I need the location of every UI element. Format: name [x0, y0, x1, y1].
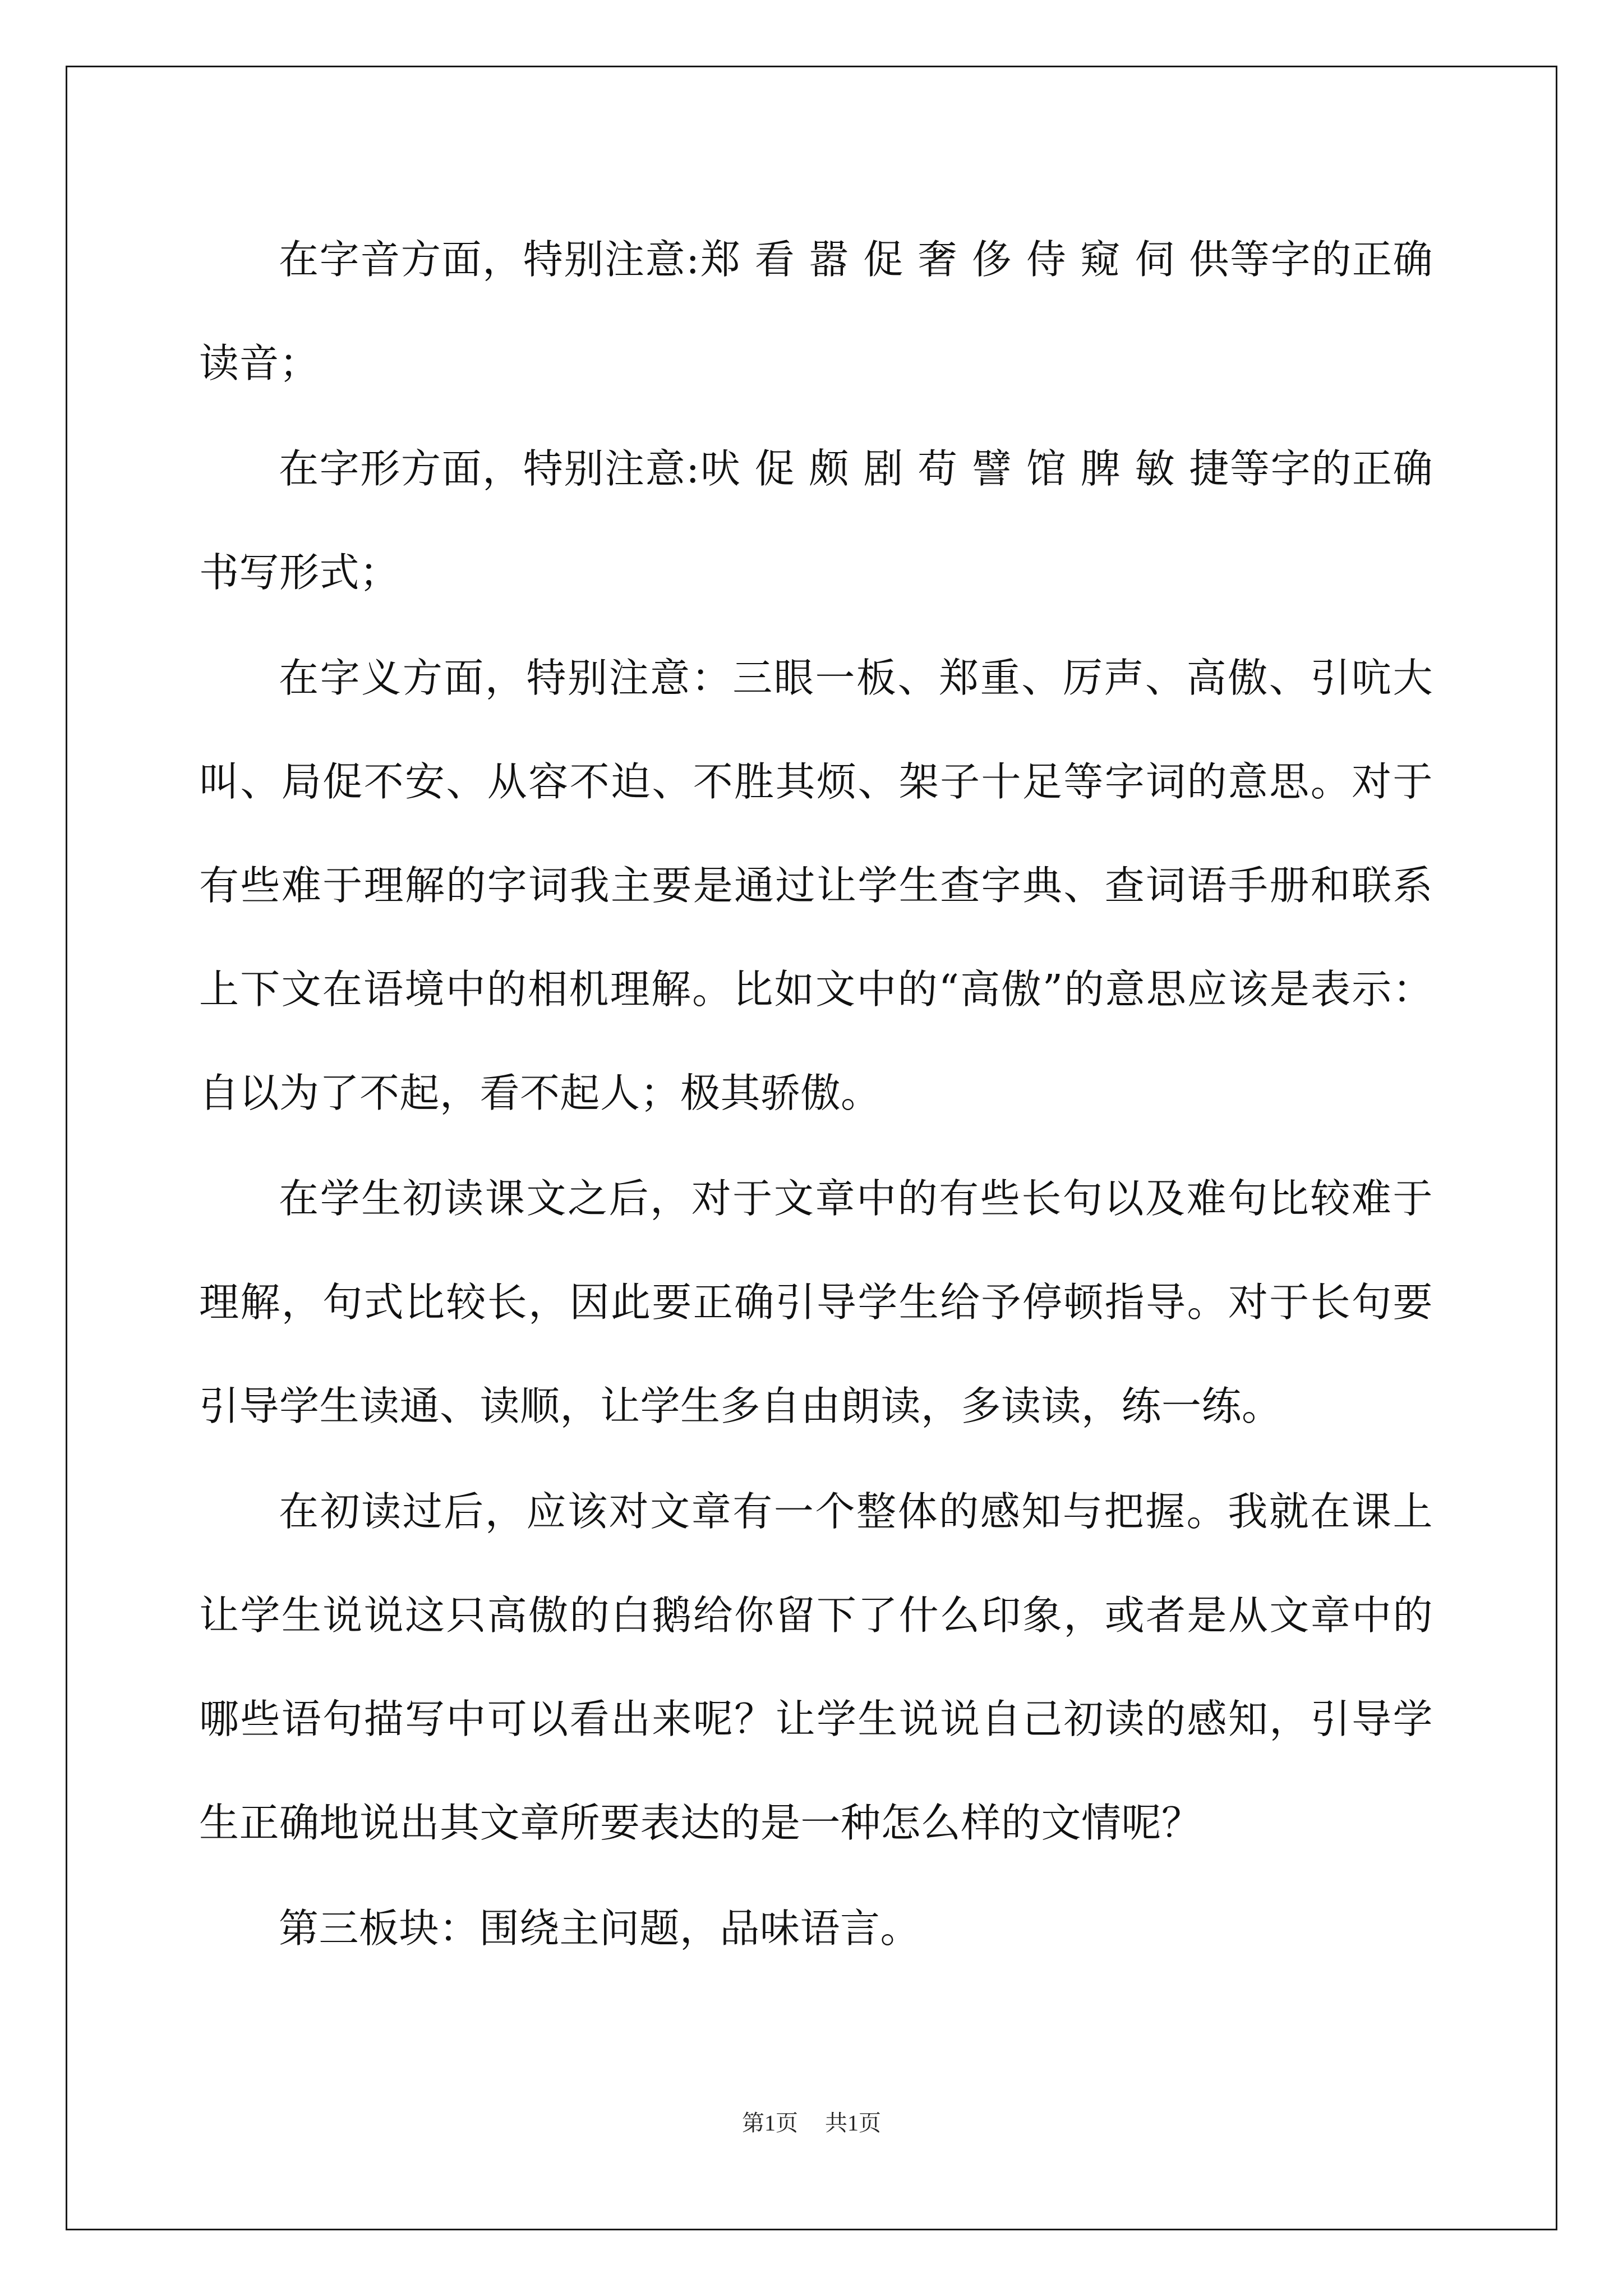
paragraph-long-sentences: 在学生初读课文之后，对于文章中的有些长句以及难句比较难于理解，句式比较长，因此要正确引导学生给予停顿指导。对于长句要引导学生读通、读顺，让学生多自由朗读，多读读，练一练。: [199, 1175, 1433, 1429]
document-body: [199, 208, 1433, 1982]
page-total: 共1页: [825, 2110, 881, 2136]
page-footer: [0, 2106, 1623, 2140]
paragraph-overall-perception: 在初读过后，应该对文章有一个整体的感知与把握。我就在课上让学生说说这只高傲的白鹅给你留下了什么印象，或者是从文章中的哪些语句描写中可以看出来呢？让学生说说自己初读的感知，引导学生正确地说出其文章所要表达的是一种怎么样的文情呢？: [199, 1488, 1433, 1846]
page-number: 第1页: [742, 2110, 798, 2136]
paragraph-pronunciation: 在字音方面，特别注意:郑 看 嚣 促 奢 侈 侍 窥 伺 供等字的正确读音；: [199, 236, 1433, 386]
paragraph-word-meaning: 在字义方面，特别注意：三眼一板、郑重、厉声、高傲、引吭大叫、局促不安、从容不迫、不胜其烦、架子十足等字词的意思。对于有些难于理解的字词我主要是通过让学生查字典、查词语手册和联系上下文在语境中的相机理解。比如文中的“高傲”的意思应该是表示：自以为了不起，看不起人；极其骄傲。: [199, 655, 1433, 1116]
paragraph-glyph-form: 在字形方面，特别注意:吠 促 颇 剧 苟 譬 馆 脾 敏 捷等字的正确书写形式；: [199, 445, 1433, 596]
paragraph-section-three: 第三板块：围绕主问题，品味语言。: [279, 1905, 921, 1952]
